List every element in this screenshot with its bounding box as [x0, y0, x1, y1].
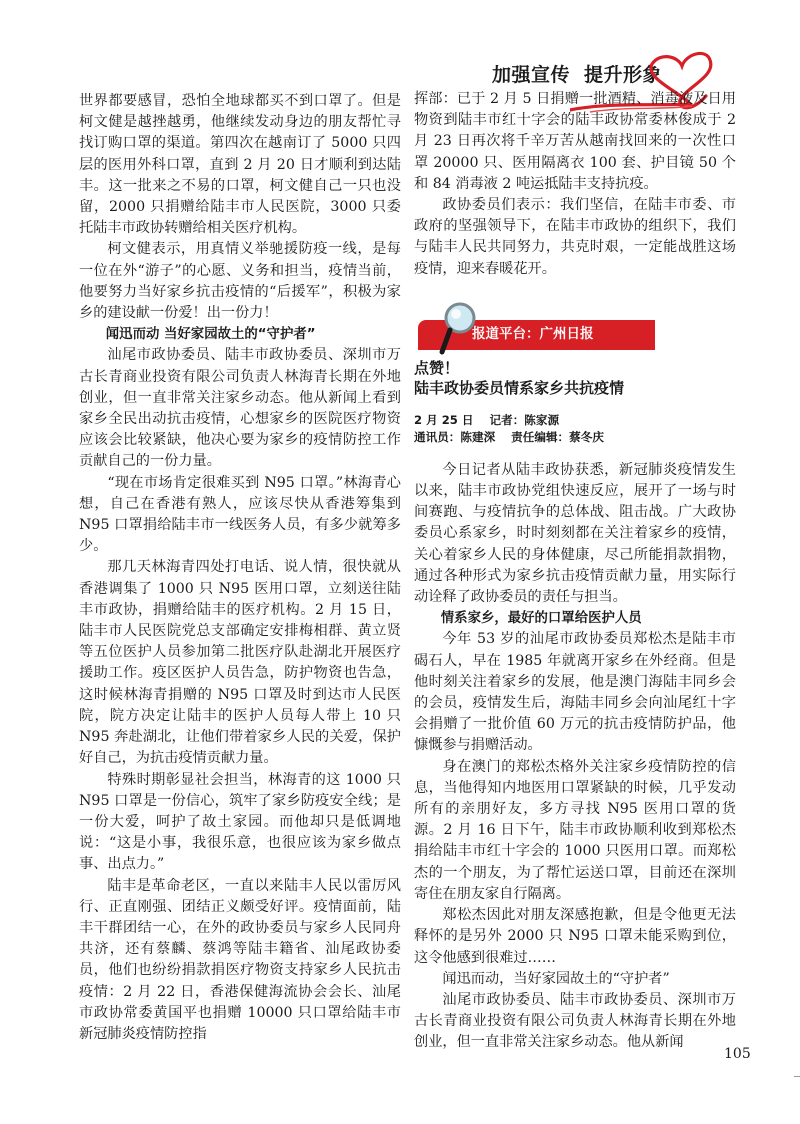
article-headline — [414, 358, 736, 398]
paragraph: 挥部：已于 2 月 5 日捐赠一批酒精、消毒液及日用物资到陆丰市红十字会的陆丰政协常委林俊成于 2 月 23 日再次将千辛万苦从越南找回来的一次性口罩 20000 只、医用隔离衣 100 套、护目镜 50 个和 84 消毒液 2 吨运抵陆丰支持抗疫。 — [414, 91, 736, 192]
right-column — [414, 89, 736, 1054]
paragraph: 柯文健表示，用真情义举驰援防疫一线，是每一位在外“游子”的心愿、义务和担当，疫情当前，他要努力当好家乡抗击疫情的“后援军”，积极为家乡的建设献一份爱！出一份力！ — [79, 241, 401, 322]
article-editor: 责任编辑：蔡冬庆 — [511, 429, 604, 444]
headline-line-2: 陆丰政协委员情系家乡共抗疫情 — [414, 378, 625, 397]
paragraph: 郑松杰因此对朋友深感抱歉，但是令他更无法释怀的是另外 2000 只 N95 口罩未能采购到位，这令他感到很难过…… — [414, 907, 736, 966]
section-subheading: 闻迅而动，当好家园故土的“守护者” — [442, 970, 670, 987]
paragraph: 那几天林海青四处打电话、说人情，很快就从香港调集了 1000 只 N95 医用口罩，立刻送往陆丰市政协，捐赠给陆丰的医疗机构。2 月 15 日，陆丰市人民医院党总支部确定安排梅相群、黄立贤等五位医护人员参加第二批医疗队赴湖北开展医疗援助工作。疫区医护人员告急，防护物资也告急，这时候林海青捐赠的 N95 口罩及时到达市人民医院，院方决定让陆丰的医护人员每人带上 10 只 N95 奔赴湖北，让他们带着家乡人民的关爱，保护好自己，为抗击疫情贡献力量。 — [79, 559, 401, 767]
paragraph: 今年 53 岁的汕尾市政协委员郑松杰是陆丰市碣石人，早在 1985 年就离开家乡在外经商。但是他时刻关注着家乡的发展，他是澳门海陆丰同乡会的会员，疫情发生后，海陆丰同乡会向汕尾红十字会捐赠了一批价值 60 万元的抗击疫情防护品，他慷慨参与捐赠活动。 — [414, 631, 736, 754]
paragraph: 汕尾市政协委员、陆丰市政协委员、深圳市万古长青商业投资有限公司负责人林海青长期在外地创业，但一直非常关注家乡动态。他从新闻 — [414, 991, 736, 1051]
paragraph: 汕尾市政协委员、陆丰市政协委员、深圳市万古长青商业投资有限公司负责人林海青长期在外地创业，但一直非常关注家乡动态。他从新闻上看到家乡全民出动抗击疫情，心想家乡的医院医疗物资应该会比较紧缺，他决心要为家乡的疫情防控工作贡献自己的一份力量。 — [79, 347, 401, 470]
paragraph: 陆丰是革命老区，一直以来陆丰人民以雷厉风行、正直刚强、团结正义颇受好评。疫情面前，陆丰干群团结一心，在外的政协委员与家乡人民同舟共济，还有蔡麟、蔡鸿等陆丰籍省、汕尾政协委员，他们也纷纷捐款捐医疗物资支持家乡人民抗击疫情：2 月 22 日，香港保健海流协会会长、汕尾市政协常委黄国平也捐赠 10000 只口罩给陆丰市新冠肺炎疫情防控指 — [79, 877, 401, 1042]
slogan-part-2: 提升形象 — [584, 64, 663, 86]
paragraph: 政协委员们表示：我们坚信，在陆丰市委、市政府的坚强领导下，在陆丰市政协的组织下，我们与陆丰人民共同努力，共克时艰，一定能战胜这场疫情，迎来春暖花开。 — [414, 197, 736, 277]
paragraph: 身在澳门的郑松杰格外关注家乡疫情防控的信息，当他得知内地医用口罩紧缺的时候，几乎发动所有的亲朋好友，多方寻找 N95 医用口罩的货源。2 月 16 日下午，陆丰市政协顺利收到郑松杰捐给陆丰市红十字会的 1000 只医用口罩。而郑松杰的一个朋友，为了帮忙运送口罩，目前还在深圳寄住在朋友家自行隔离。 — [414, 758, 736, 902]
article-correspondent: 通讯员：陈建深 — [414, 429, 496, 444]
edge-mark — [794, 1076, 800, 1077]
left-column — [79, 91, 401, 1045]
headline-line-1: 点赞！ — [414, 358, 460, 377]
slogan-part-1: 加强宣传 — [492, 64, 571, 86]
page-number: 105 — [724, 1046, 751, 1062]
article-date: 2 月 25 日 — [414, 412, 474, 427]
paragraph: 世界都要感冒，恐怕全地球都买不到口罩了。但是柯文健是越挫越勇，他继续发动身边的朋友帮忙寻找订购口罩的渠道。第四次在越南订了 5000 只四层的医用外科口罩，直到 2 月 20 日才顺利到达陆丰。这一批来之不易的口罩，柯文健自己一只也没留，2000 只捐赠给陆丰市人民医院，3000 只委托陆丰市政协转赠给相关医疗机构。 — [79, 93, 401, 237]
banner-label: 报道平台：广州日报 — [472, 325, 594, 342]
section-subheading: 闻迅而动 当好家园故土的“守护者” — [105, 327, 316, 343]
paragraph: “现在市场肯定很难买到 N95 口罩。”林海青心想，自己在香港有熟人，应该尽快从香港筹集到 N95 口罩捐给陆丰市一线医务人员，有多少就筹多少。 — [79, 474, 401, 555]
article-reporter: 记者：陈家源 — [489, 412, 560, 427]
article-body — [414, 460, 736, 1054]
source-banner — [414, 306, 654, 342]
paragraph: 今日记者从陆丰政协获悉，新冠肺炎疫情发生以来，陆丰市政协党组快速反应，展开了一场与时间赛跑、与疫情抗争的总体战、阻击战。广大政协委员心系家乡，时时刻刻都在关注着家乡的疫情，关心着家乡人民的身体健康，尽己所能捐款捐物，通过各种形式为家乡抗击疫情贡献力量，用实际行动诠释了政协委员的责任与担当。 — [414, 461, 736, 606]
article-byline — [414, 412, 736, 446]
section-subheading: 情系家乡，最好的口罩给医护人员 — [440, 611, 642, 627]
paragraph: 特殊时期彰显社会担当，林海青的这 1000 只 N95 口罩是一份信心，筑牢了家乡防疫安全线；是一份大爱，呵护了故土家园。而他却只是低调地说：“这是小事，我很乐意，也很应该为家乡做点事、出点力。” — [79, 771, 401, 873]
